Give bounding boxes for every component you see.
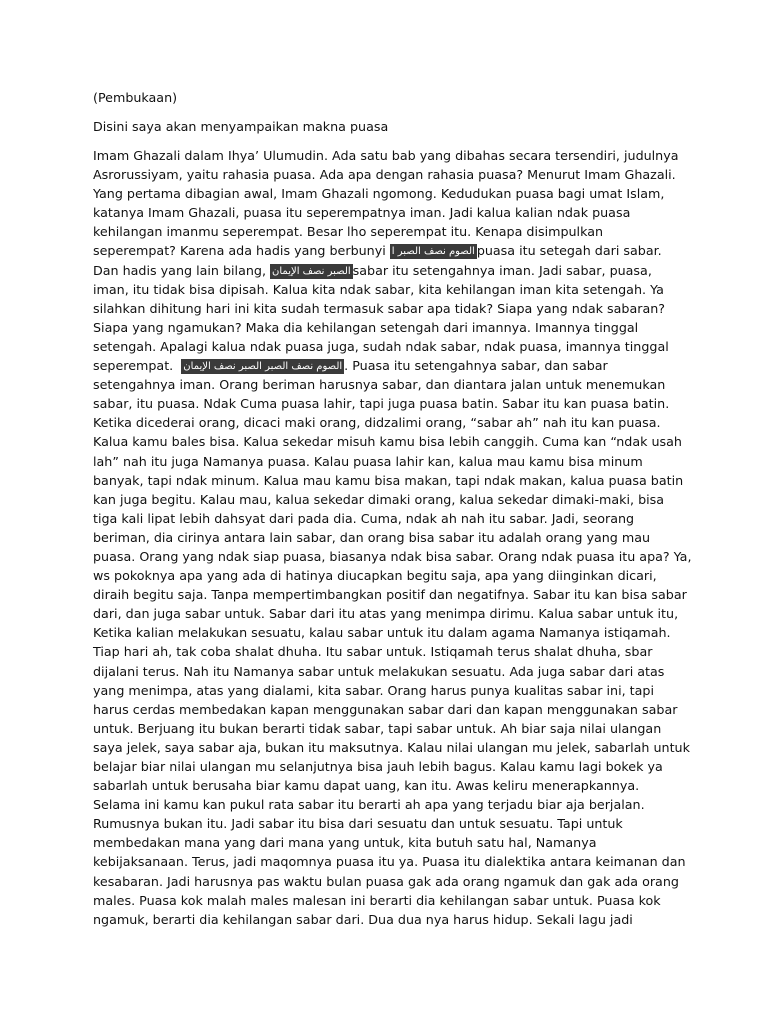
- text-segment: seperempat.: [93, 358, 174, 374]
- text-line: ngamuk, berarti dia kehilangan sabar dari. Dua dua nya harus hidup. Sekali lagu jadi: [93, 911, 633, 927]
- text-line: setengahnya iman. Orang beriman harusnya sabar, dan diantara jalan untuk menemukan: [93, 377, 666, 393]
- text-line: saya jelek, saya sabar aja, bukan itu maksutnya. Kalau nilai ulangan mu jelek, sabarlah untuk: [93, 739, 690, 755]
- text-line: dijalani terus. Nah itu Namanya sabar untuk melakukan sesuatu. Ada juga sabar dari atas: [93, 663, 665, 679]
- text-line: ws pokoknya apa yang ada di hatinya diucapkan begitu saja, apa yang diinginkan dicari,: [93, 568, 657, 584]
- text-line: puasa. Orang yang ndak siap puasa, biasanya ndak bisa sabar. Orang ndak puasa itu apa? Ya,: [93, 548, 692, 564]
- text-line: beriman, dia cirinya antara lain sabar, dan orang bisa sabar itu adalah orang yang mau: [93, 529, 651, 545]
- text-line-with-arabic: [93, 261, 693, 280]
- body-paragraph: [93, 146, 693, 929]
- text-segment: Dan hadis yang lain bilang,: [93, 262, 266, 278]
- text-line: Kalua kamu bales bisa. Kalua sekedar misuh kamu bisa lebih canggih. Cuma kan “ndak usah: [93, 434, 682, 450]
- text-line: Yang pertama dibagian awal, Imam Ghazali ngomong. Kedudukan puasa bagi umat Islam,: [93, 186, 665, 202]
- text-line: membedakan mana yang dari mana yang untuk, kita butuh satu hal, Namanya: [93, 835, 597, 851]
- text-line: yang menimpa, atas yang dialami, kita sabar. Orang harus punya kualitas sabar ini, tapi: [93, 682, 654, 698]
- arabic-hadith-highlight: الصبر نصف الإيمان: [272, 265, 351, 277]
- text-line: diraih begitu saja. Tanpa mempertimbangkan positif dan negatifnya. Sabar itu kan bisa sabar: [93, 587, 687, 603]
- document-page: [93, 88, 693, 929]
- text-line-with-arabic: [93, 241, 693, 260]
- text-line: tiga kali lipat lebih dahsyat dari pada dia. Cuma, ndak ah nah itu sabar. Jadi, seorang: [93, 510, 635, 526]
- text-line: kebijaksanaan. Terus, jadi maqomnya puasa itu ya. Puasa itu dialektika antara keimanan dan: [93, 854, 686, 870]
- text-line: lah” nah itu juga Namanya puasa. Kalau puasa lahir kan, kalua mau kamu bisa minum: [93, 453, 643, 469]
- text-line: silahkan dihitung hari ini kita sudah termasuk sabar apa tidak? Siapa yang ndak sabaran?: [93, 300, 665, 316]
- text-line: katanya Imam Ghazali, puasa itu seperempatnya iman. Jadi kalua kalian ndak puasa: [93, 205, 631, 221]
- arabic-hadith-highlight: الصوم نصف الصبر الصبر نصف الإيمان: [183, 361, 343, 373]
- text-line: Tiap hari ah, tak coba shalat dhuha. Itu sabar untuk. Istiqamah terus shalat dhuha, sbar: [93, 644, 653, 660]
- text-line: dari, dan juga sabar untuk. Sabar dari itu atas yang menimpa dirimu. Kalua sabar untuk itu,: [93, 606, 679, 622]
- text-line: setengah. Apalagi kalua ndak puasa juga, sudah ndak sabar, ndak puasa, imannya tinggal: [93, 338, 669, 354]
- intro-paragraph: Disini saya akan menyampaikan makna puasa: [93, 119, 389, 134]
- text-line: kesabaran. Jadi harusnya pas waktu bulan puasa gak ada orang ngamuk dan gak ada orang: [93, 873, 679, 889]
- text-line: untuk. Berjuang itu bukan berarti tidak sabar, tapi sabar untuk. Ah biar saja nilai ulangan: [93, 720, 662, 736]
- text-line: males. Puasa kok malah males malesan ini berarti dia kehilangan sabar untuk. Puasa kok: [93, 892, 661, 908]
- text-line: kan juga begitu. Kalau mau, kalua sekedar dimaki orang, kalua sekedar dimaki-maki, bisa: [93, 491, 665, 507]
- arabic-hadith-highlight: الصوم نصف الصبر ا: [391, 246, 475, 258]
- text-line: banyak, tapi ndak minum. Kalua mau kamu bisa makan, tapi ndak makan, kalua puasa batin: [93, 472, 684, 488]
- text-line-with-arabic: [93, 356, 693, 375]
- text-line: Imam Ghazali dalam Ihya’ Ulumudin. Ada satu bab yang dibahas secara tersendiri, judulnya: [93, 148, 679, 163]
- text-line: iman, itu tidak bisa dipisah. Kalua kita ndak sabar, kita kehilangan iman kita setengah. Ya: [93, 281, 664, 297]
- section-heading: (Pembukaan): [93, 90, 178, 105]
- text-segment: . Puasa itu setengahnya sabar, dan sabar: [344, 358, 608, 374]
- text-segment: sabar itu setengahnya iman. Jadi sabar, puasa,: [352, 262, 652, 278]
- text-segment: seperempat? Karena ada hadis yang berbunyi: [93, 243, 386, 259]
- text-line: Ketika kalian melakukan sesuatu, kalau sabar untuk itu dalam agama Namanya istiqamah.: [93, 625, 671, 641]
- text-line: Selama ini kamu kan pukul rata sabar itu berarti ah apa yang terjadu biar aja berjalan.: [93, 797, 645, 813]
- text-line: belajar biar nilai ulangan mu selanjutnya bisa jauh lebih bagus. Kalau kamu lagi bokek ya: [93, 759, 663, 774]
- text-line: Asrorussiyam, yaitu rahasia puasa. Ada apa dengan rahasia puasa? Menurut Imam Ghazali.: [93, 167, 676, 183]
- text-line: sabarlah untuk berusaha biar kamu dapat uang, kan itu. Awas keliru menerapkannya.: [93, 778, 640, 794]
- text-line: kehilangan imanmu seperempat. Besar lho seperempat itu. Kenapa disimpulkan: [93, 224, 604, 240]
- text-line: sabar, itu puasa. Ndak Cuma puasa lahir, tapi juga puasa batin. Sabar itu kan puasa batin.: [93, 396, 670, 412]
- text-line: Ketika dicederai orang, dicaci maki orang, didzalimi orang, “sabar ah” nah itu kan puasa.: [93, 415, 661, 431]
- text-line: Siapa yang ngamukan? Maka dia kehilangan setengah dari imannya. Imannya tinggal: [93, 319, 639, 335]
- text-line: Rumusnya bukan itu. Jadi sabar itu bisa dari sesuatu dan untuk sesuatu. Tapi untuk: [93, 816, 623, 832]
- text-segment: puasa itu setegah dari sabar.: [476, 243, 662, 259]
- text-line: harus cerdas membedakan kapan menggunakan sabar dari dan kapan menggunakan sabar: [93, 701, 678, 717]
